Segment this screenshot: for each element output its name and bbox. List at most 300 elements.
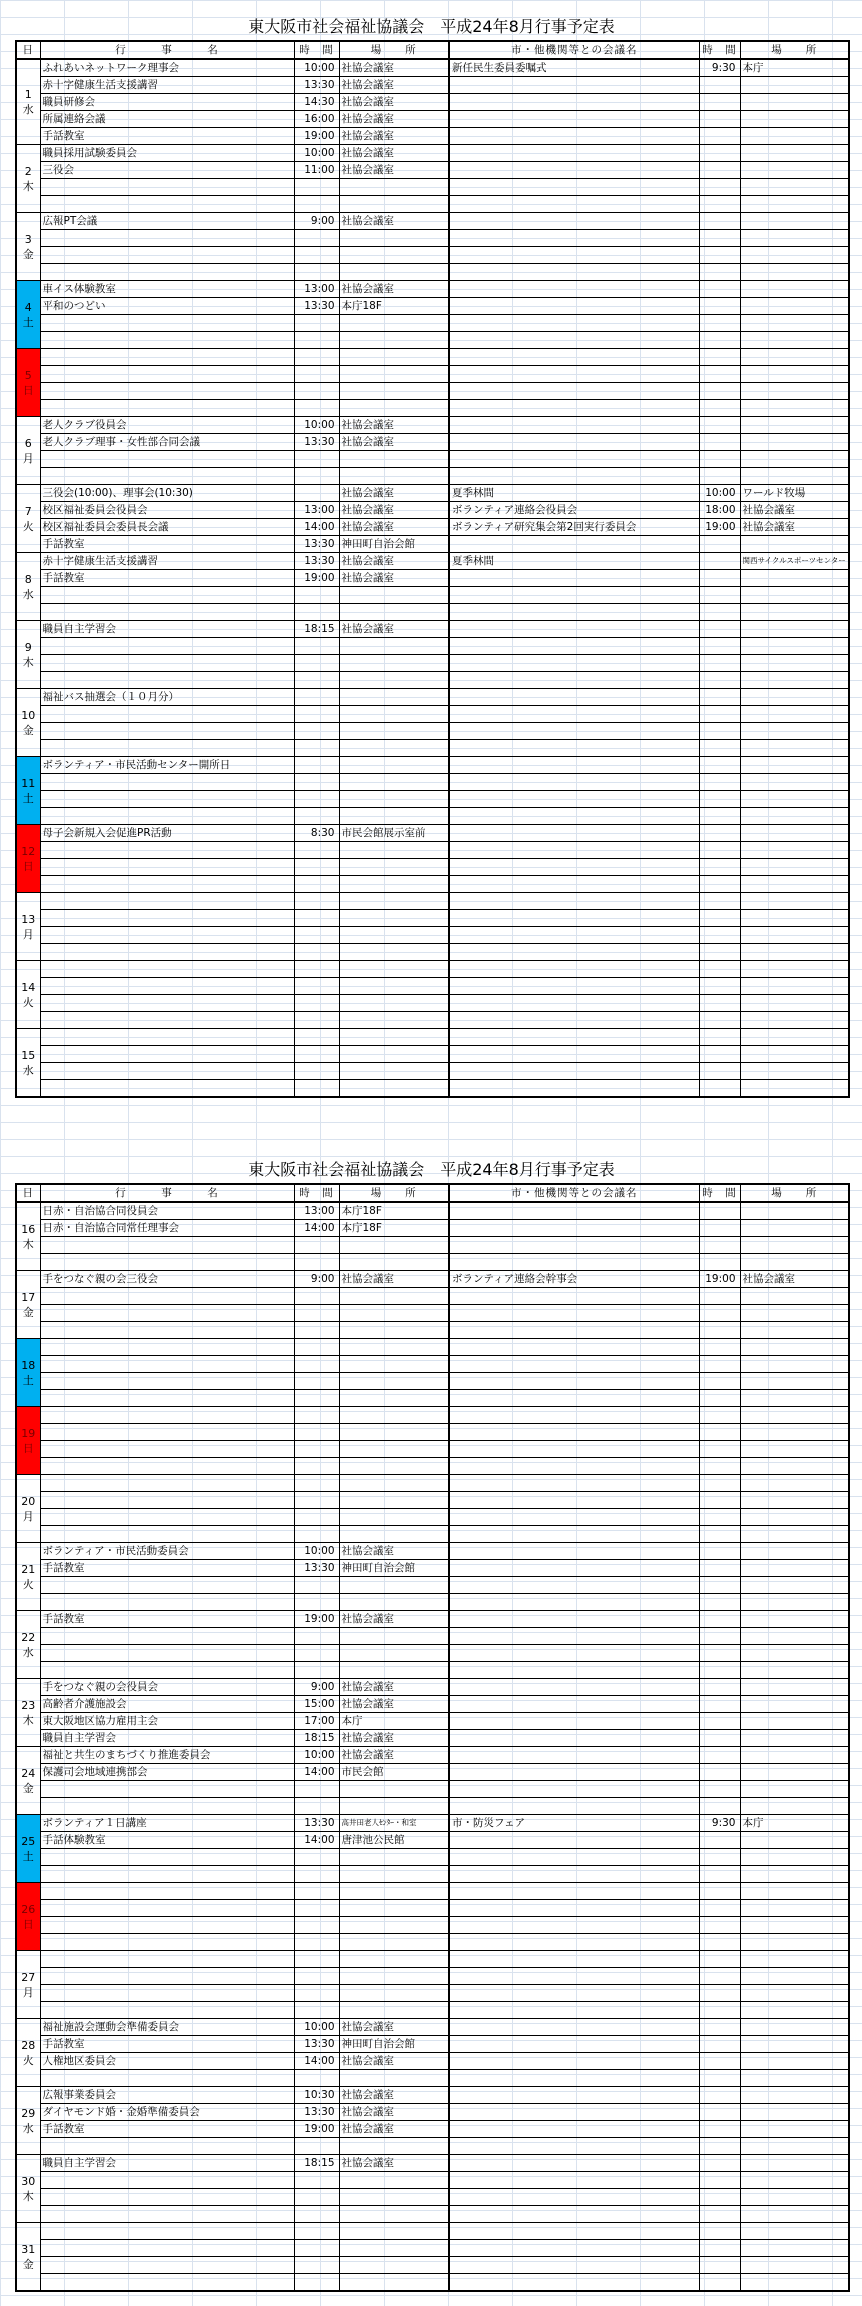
table-row [16,468,849,485]
event-place-cell [339,451,449,468]
event-time-cell [294,1985,339,2002]
event-time-cell [294,1662,339,1679]
event-name-cell [40,2138,294,2155]
table-row [16,519,849,536]
external-meeting-cell [449,1645,699,1662]
header-day: 日 [16,41,40,59]
table-row [16,1492,849,1509]
external-place-cell [740,2155,849,2172]
external-time-cell [699,77,740,94]
event-place-cell: 社協会議室 [339,2155,449,2172]
event-time-cell [294,349,339,366]
event-name-cell: 手話教室 [40,536,294,553]
event-place-cell [339,1577,449,1594]
table-row [16,1424,849,1441]
event-place-cell [339,1917,449,1934]
day-cell [16,689,40,757]
external-place-cell [740,1577,849,1594]
event-time-cell: 10:30 [294,2087,339,2104]
external-time-cell [699,1424,740,1441]
external-meeting-cell [449,1594,699,1611]
table-row [16,349,849,366]
event-time-cell: 9:00 [294,1679,339,1696]
external-meeting-cell: 夏季林間 [449,485,699,502]
header-place: 場 所 [339,41,449,59]
external-time-cell [699,910,740,927]
external-meeting-cell [449,2104,699,2121]
header-external-place: 場 所 [740,1184,849,1202]
external-meeting-cell [449,145,699,162]
schedule-table [15,1183,850,2292]
event-name-cell [40,1237,294,1254]
event-name-cell [40,978,294,995]
table-row [16,723,849,740]
table-row [16,1407,849,1424]
table-row [16,876,849,893]
table-row [16,264,849,281]
event-time-cell: 14:00 [294,2053,339,2070]
event-time-cell [294,893,339,910]
event-place-cell: 本庁 [339,1713,449,1730]
external-place-cell [740,1220,849,1237]
event-time-cell: 19:00 [294,1611,339,1628]
external-place-cell [740,2257,849,2274]
event-place-cell [339,230,449,247]
external-meeting-cell [449,1220,699,1237]
event-name-cell [40,587,294,604]
event-place-cell [339,1390,449,1407]
external-place-cell [740,995,849,1012]
event-place-cell [339,672,449,689]
event-name-cell: 広報事業委員会 [40,2087,294,2104]
event-place-cell [339,1934,449,1951]
external-meeting-cell [449,128,699,145]
day-cell [16,485,40,553]
event-place-cell [339,1339,449,1356]
day-number: 24 [21,1766,36,1780]
table-row [16,2189,849,2206]
event-name-cell [40,1628,294,1645]
table-row [16,1373,849,1390]
event-time-cell [294,1645,339,1662]
external-place-cell [740,927,849,944]
external-meeting-cell [449,961,699,978]
table-row [16,1594,849,1611]
external-place-cell [740,774,849,791]
event-time-cell [294,383,339,400]
external-meeting-cell [449,1781,699,1798]
external-time-cell [699,1917,740,1934]
external-time-cell [699,2070,740,2087]
table-row [16,298,849,315]
external-time-cell [699,1305,740,1322]
event-time-cell [294,1424,339,1441]
event-time-cell [294,1526,339,1543]
weekday-label: 火 [22,519,34,533]
event-place-cell [339,400,449,417]
external-place-cell [740,230,849,247]
table-row [16,2019,849,2036]
day-number: 18 [21,1358,36,1372]
external-time-cell [699,1356,740,1373]
event-place-cell: 社協会議室 [339,519,449,536]
external-meeting-cell [449,1441,699,1458]
table-row [16,1322,849,1339]
external-time-cell [699,1866,740,1883]
event-name-cell [40,859,294,876]
external-place-cell: 本庁 [740,59,849,77]
external-time-cell [699,1220,740,1237]
event-name-cell [40,638,294,655]
day-number: 27 [21,1970,36,1984]
external-time-cell [699,434,740,451]
external-place-cell [740,1968,849,1985]
event-name-cell [40,1526,294,1543]
event-name-cell [40,196,294,213]
event-place-cell: 社協会議室 [339,2121,449,2138]
event-place-cell: 社協会議室 [339,145,449,162]
table-row [16,2138,849,2155]
external-time-cell [699,1764,740,1781]
external-meeting-cell [449,825,699,842]
event-time-cell [294,1628,339,1645]
table-row [16,995,849,1012]
table-row [16,1046,849,1063]
external-meeting-cell [449,1322,699,1339]
external-time-cell [699,1577,740,1594]
external-place-cell [740,1046,849,1063]
header-external-time: 時 間 [699,41,740,59]
table-row [16,2172,849,2189]
external-meeting-cell [449,1611,699,1628]
day-number: 20 [21,1494,36,1508]
day-number: 28 [21,2038,36,2052]
event-place-cell: 社協会議室 [339,77,449,94]
external-time-cell [699,1322,740,1339]
external-meeting-cell [449,179,699,196]
event-name-cell [40,1492,294,1509]
table-row [16,1220,849,1237]
event-place-cell: 本庁18F [339,1220,449,1237]
external-meeting-cell [449,638,699,655]
external-time-cell [699,1832,740,1849]
table-row [16,825,849,842]
table-row [16,1237,849,1254]
table-row [16,179,849,196]
external-meeting-cell [449,706,699,723]
table-row [16,2240,849,2257]
event-place-cell [339,2070,449,2087]
event-time-cell [294,179,339,196]
external-place-cell [740,349,849,366]
external-meeting-cell: ボランティア連絡会幹事会 [449,1271,699,1288]
event-time-cell: 14:00 [294,519,339,536]
event-name-cell: ボランティア・市民活動委員会 [40,1543,294,1560]
external-time-cell [699,859,740,876]
external-meeting-cell [449,757,699,774]
external-meeting-cell [449,1046,699,1063]
external-meeting-cell [449,417,699,434]
event-place-cell: 社協会議室 [339,570,449,587]
external-place-cell [740,1594,849,1611]
external-meeting-cell [449,1849,699,1866]
event-time-cell [294,1900,339,1917]
event-time-cell [294,451,339,468]
external-place-cell [740,1679,849,1696]
event-place-cell [339,1900,449,1917]
external-meeting-cell [449,298,699,315]
event-name-cell [40,1288,294,1305]
event-time-cell [294,1356,339,1373]
event-name-cell: 老人クラブ役員会 [40,417,294,434]
event-name-cell: 母子会新規入会促進PR活動 [40,825,294,842]
event-name-cell [40,383,294,400]
external-place-cell [740,2036,849,2053]
table-row [16,1662,849,1679]
external-meeting-cell [449,1080,699,1098]
external-place-cell [740,2121,849,2138]
external-time-cell [699,2155,740,2172]
event-time-cell [294,1849,339,1866]
external-time-cell [699,1237,740,1254]
external-place-cell [740,961,849,978]
external-meeting-cell [449,672,699,689]
external-time-cell [699,1080,740,1098]
table-row [16,1254,849,1271]
weekday-label: 金 [22,1305,34,1319]
event-name-cell [40,1407,294,1424]
external-meeting-cell [449,570,699,587]
external-time-cell [699,1730,740,1747]
external-time-cell [699,995,740,1012]
event-place-cell [339,1237,449,1254]
external-place-cell [740,1012,849,1029]
weekday-label: 金 [22,1781,34,1795]
event-name-cell [40,1662,294,1679]
external-meeting-cell [449,213,699,230]
event-time-cell [294,1458,339,1475]
day-number: 11 [21,776,36,790]
table-row [16,1900,849,1917]
external-time-cell [699,1288,740,1305]
external-time-cell [699,1560,740,1577]
day-number: 22 [21,1630,36,1644]
event-name-cell [40,1254,294,1271]
event-name-cell [40,1475,294,1492]
event-name-cell [40,1645,294,1662]
event-name-cell [40,706,294,723]
day-number: 25 [21,1834,36,1848]
external-meeting-cell [449,2053,699,2070]
external-time-cell [699,383,740,400]
event-name-cell: 職員研修会 [40,94,294,111]
event-place-cell [339,2223,449,2240]
event-name-cell: 保護司会地域連携部会 [40,1764,294,1781]
event-time-cell [294,1798,339,1815]
external-time-cell [699,1951,740,1968]
event-place-cell [339,689,449,706]
event-name-cell [40,893,294,910]
external-time-cell [699,2104,740,2121]
external-place-cell [740,383,849,400]
external-time-cell [699,1849,740,1866]
table-row [16,842,849,859]
table-row [16,2104,849,2121]
event-place-cell [339,723,449,740]
day-cell [16,757,40,825]
event-place-cell: 社協会議室 [339,59,449,77]
event-name-cell: 日赤・自治協合同役員会 [40,1202,294,1220]
event-name-cell: 老人クラブ理事・女性部合同会議 [40,434,294,451]
table-row [16,1526,849,1543]
event-name-cell [40,468,294,485]
external-time-cell [699,689,740,706]
external-meeting-cell [449,1390,699,1407]
event-name-cell: 福祉と共生のまちづくり推進委員会 [40,1747,294,1764]
event-place-cell [339,740,449,757]
event-place-cell [339,587,449,604]
event-name-cell [40,910,294,927]
table-row [16,1475,849,1492]
day-cell [16,1475,40,1543]
event-name-cell [40,1934,294,1951]
external-meeting-cell [449,1713,699,1730]
external-meeting-cell [449,859,699,876]
event-name-cell: 人権地区委員会 [40,2053,294,2070]
external-time-cell [699,2002,740,2019]
weekday-label: 木 [22,1713,34,1727]
table-row [16,2257,849,2274]
table-row [16,332,849,349]
table-row [16,1577,849,1594]
external-place-cell [740,1237,849,1254]
event-time-cell [294,1080,339,1098]
external-place-cell: 関西サイクルスポーツセンター [740,553,849,570]
header-event: 行 事 名 [40,41,294,59]
event-time-cell [294,604,339,621]
event-place-cell: 高井田老人ｾﾝﾀｰ・和室 [339,1815,449,1832]
event-time-cell [294,1305,339,1322]
external-time-cell [699,1254,740,1271]
external-meeting-cell [449,247,699,264]
weekday-label: 水 [22,1645,34,1659]
external-place-cell [740,1475,849,1492]
header-external-meeting: 市・他機関等との会議名 [449,41,699,59]
external-meeting-cell [449,1339,699,1356]
event-time-cell: 13:30 [294,2036,339,2053]
event-time-cell: 17:00 [294,1713,339,1730]
external-meeting-cell [449,1202,699,1220]
event-time-cell [294,1577,339,1594]
external-place-cell [740,1080,849,1098]
event-time-cell: 18:15 [294,621,339,638]
event-name-cell [40,842,294,859]
event-place-cell [339,1866,449,1883]
table-row [16,1883,849,1900]
weekday-label: 月 [22,927,34,941]
external-meeting-cell [449,876,699,893]
table-row [16,757,849,774]
external-meeting-cell [449,451,699,468]
day-cell [16,59,40,145]
event-name-cell: 手話教室 [40,2036,294,2053]
table-row [16,1951,849,1968]
table-row [16,128,849,145]
table-row [16,1288,849,1305]
table-row [16,281,849,298]
weekday-label: 木 [22,655,34,669]
table-row [16,2121,849,2138]
event-time-cell: 14:00 [294,1220,339,1237]
event-place-cell [339,1373,449,1390]
external-time-cell: 19:00 [699,519,740,536]
external-place-cell [740,1832,849,1849]
external-place-cell [740,1390,849,1407]
day-number: 23 [21,1698,36,1712]
external-place-cell [740,332,849,349]
table-row [16,145,849,162]
event-time-cell [294,1407,339,1424]
external-place-cell [740,536,849,553]
day-cell [16,1747,40,1815]
event-place-cell [339,1046,449,1063]
event-time-cell: 13:30 [294,536,339,553]
external-time-cell [699,94,740,111]
event-time-cell [294,485,339,502]
external-time-cell [699,196,740,213]
day-number: 2 [24,164,32,178]
table-row [16,1968,849,1985]
event-time-cell: 19:00 [294,128,339,145]
table-row [16,553,849,570]
page-title: 東大阪市社会福祉協議会 平成24年8月行事予定表 [248,17,615,36]
event-place-cell: 社協会議室 [339,1543,449,1560]
event-place-cell [339,774,449,791]
event-name-cell: ボランティア１日講座 [40,1815,294,1832]
weekday-label: 日 [22,1917,34,1931]
external-time-cell [699,621,740,638]
day-number: 6 [24,436,32,450]
event-time-cell [294,1917,339,1934]
event-time-cell [294,1968,339,1985]
event-place-cell [339,1288,449,1305]
event-place-cell [339,1356,449,1373]
external-time-cell [699,706,740,723]
event-place-cell [339,1407,449,1424]
event-time-cell [294,1866,339,1883]
event-place-cell [339,1441,449,1458]
external-time-cell [699,2240,740,2257]
event-time-cell: 13:00 [294,1202,339,1220]
event-place-cell [339,944,449,961]
event-time-cell: 14:30 [294,94,339,111]
event-name-cell: 職員自主学習会 [40,2155,294,2172]
table-row [16,1781,849,1798]
weekday-label: 火 [22,2053,34,2067]
event-name-cell: 手をつなぐ親の会役員会 [40,1679,294,1696]
external-meeting-cell [449,1866,699,1883]
event-time-cell [294,1781,339,1798]
weekday-label: 金 [22,723,34,737]
external-place-cell [740,944,849,961]
event-name-cell [40,451,294,468]
external-place-cell: 本庁 [740,1815,849,1832]
day-cell [16,1029,40,1098]
event-name-cell: 手話教室 [40,2121,294,2138]
event-time-cell: 18:15 [294,1730,339,1747]
event-name-cell: 手話教室 [40,570,294,587]
table-row [16,1713,849,1730]
